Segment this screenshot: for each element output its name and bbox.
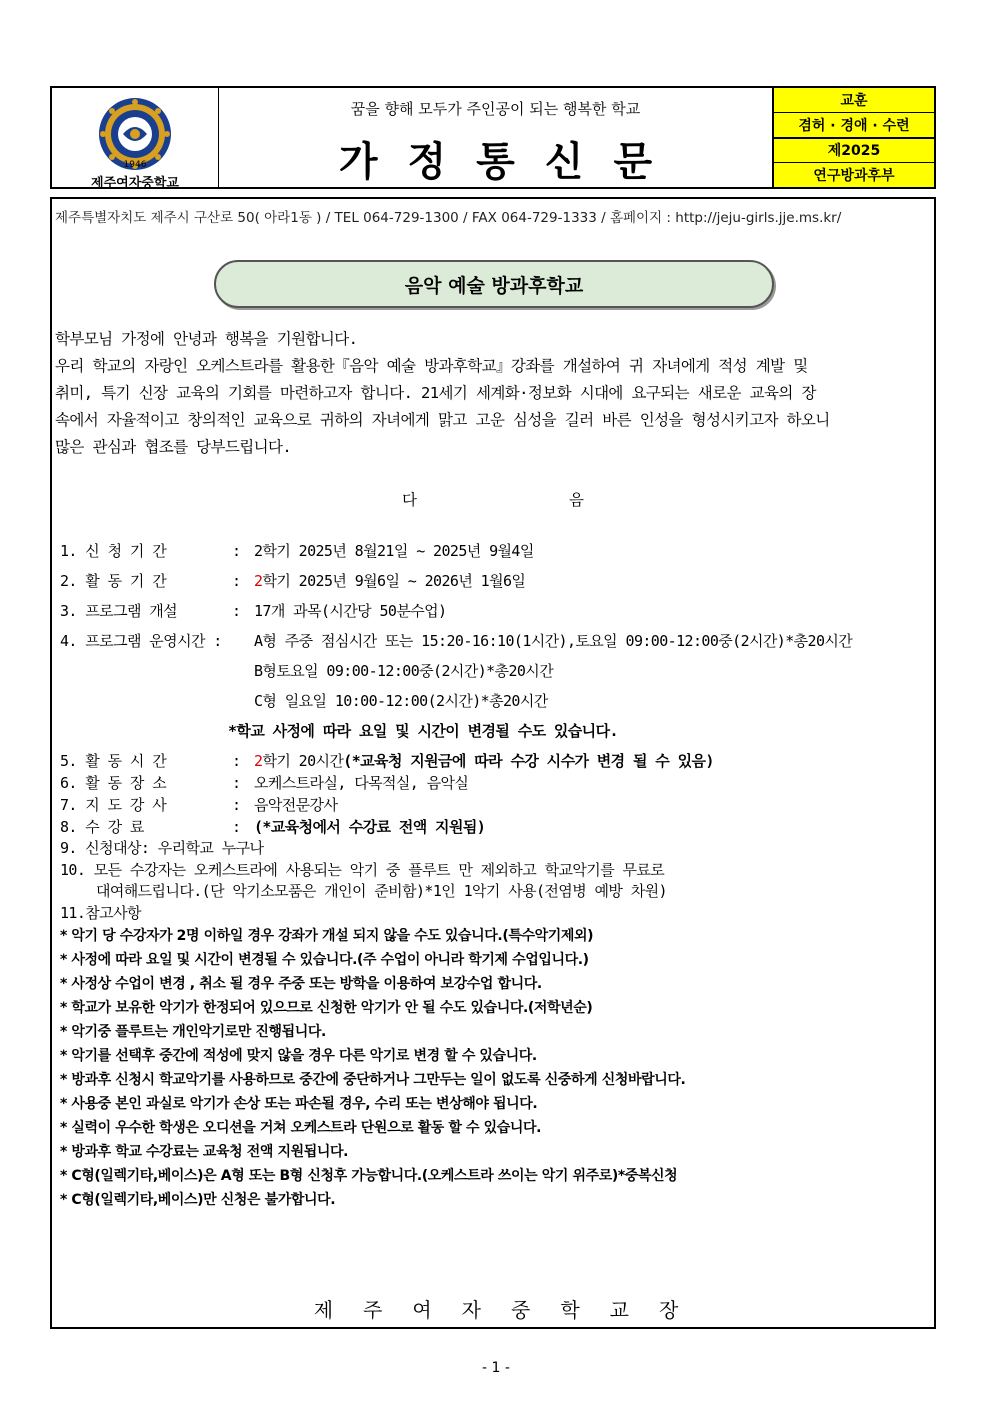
item-colon: :	[232, 774, 241, 792]
item-place	[60, 772, 468, 793]
note-item: * 악기중 플루트는 개인악기로만 진행됩니다.	[60, 1024, 326, 1040]
intro-paragraph	[55, 326, 927, 461]
item-note: (*교육청 지원금에 따라 수강 시수가 변경 될 수 있음)	[343, 752, 714, 770]
item-target: 9. 신청대상: 우리학교 누구나	[60, 839, 264, 857]
item-activity-period	[60, 570, 525, 591]
schedule-a: A형 주중 점심시간 또는 15:20-16:10(1시간),토요일 09:00-12:00중(2시간)*총20시간	[254, 632, 853, 650]
item-value-red: 2	[254, 572, 263, 590]
note-item: * C형(일렉기타,베이스)은 A형 또는 B형 신청후 가능합니다.(오케스트라 쓰이는 악기 위주로)*중복신청	[60, 1168, 678, 1184]
logo-year: 1946	[123, 160, 147, 170]
logo-school-name: 제주여자중학교	[91, 176, 179, 191]
note-item: * 악기 당 수강자가 2명 이하일 경우 강좌가 개설 되지 않을 수도 있습니다.(특수악기제외)	[60, 928, 594, 944]
motto-cell	[774, 88, 934, 187]
item-value: 2학기 2025년 8월21일 ~ 2025년 9월4일	[254, 542, 534, 560]
schedule-note: *학교 사정에 따라 요일 및 시간이 변경될 수도 있습니다.	[228, 722, 618, 740]
note-item: * 학교가 보유한 악기가 한정되어 있으므로 신청한 악기가 안 될 수도 있습니다.(저학년순)	[60, 1000, 593, 1016]
item-value: (*교육청에서 수강료 전액 지원됨)	[254, 818, 486, 836]
note-item: * 사정상 수업이 변경 , 취소 될 경우 주중 또는 방학을 이용하여 보강수업 합니다.	[60, 976, 542, 992]
note-item: * C형(일렉기타,베이스)만 신청은 불가합니다.	[60, 1192, 336, 1208]
intro-line: 취미, 특기 신장 교육의 기회를 마련하고자 합니다. 21세기 세계화·정보화 시대에 요구되는 새로운 교육의 장	[55, 384, 816, 402]
item-label: 5. 활 동 시 간	[60, 752, 167, 770]
motto-label: 교훈	[774, 88, 934, 113]
note-item: * 사용중 본인 과실로 악기가 손상 또는 파손될 경우, 수리 또는 변상해야 됩니다.	[60, 1096, 538, 1112]
item-value: 오케스트라실, 다목적실, 음악실	[254, 774, 469, 792]
item-label: 8. 수 강 료	[60, 818, 144, 836]
item-fee	[60, 816, 485, 837]
principal-signature: 제주여자중학교장	[313, 1298, 709, 1322]
item-value: 학기 2025년 9월6일 ~ 2026년 1월6일	[262, 572, 526, 590]
schedule-b: B형토요일 09:00-12:00중(2시간)*총20시간	[254, 662, 554, 680]
page-number: - 1 -	[482, 1360, 510, 1376]
item-colon: :	[232, 602, 241, 620]
item-label: 6. 활 동 장 소	[60, 774, 167, 792]
intro-line: 우리 학교의 자랑인 오케스트라를 활용한『음악 예술 방과후학교』강좌를 개설하여 귀 자녀에게 적성 계발 및	[55, 357, 808, 375]
item-colon: :	[232, 796, 241, 814]
item-colon: :	[232, 542, 241, 560]
item-value: 17개 과목(시간당 50분수업)	[254, 602, 447, 620]
item-program	[60, 600, 446, 621]
banner-title	[214, 260, 774, 308]
title-cell	[219, 88, 774, 187]
item-value: 음악전문강사	[254, 796, 338, 814]
heading-left: 다	[402, 491, 417, 509]
intro-line: 속에서 자율적이고 창의적인 교육으로 귀하의 자녀에게 맑고 고운 심성을 길러 바른 인성을 형성시키고자 하오니	[55, 411, 830, 429]
item-label: 3. 프로그램 개설	[60, 602, 178, 620]
item-hours	[60, 750, 714, 771]
item-label: 1. 신 청 기 간	[60, 542, 167, 560]
page-title: 가정통신문	[338, 139, 683, 185]
note-item: * 사정에 따라 요일 및 시간이 변경될 수 있습니다.(주 수업이 아니라 학기제 수업입니다.)	[60, 952, 589, 968]
item-apply-period	[60, 540, 534, 561]
header-table	[50, 86, 936, 189]
item-notes-label: 11.참고사항	[60, 904, 141, 922]
note-item: * 방과후 신청시 학교악기를 사용하므로 중간에 중단하거나 그만두는 일이 없도록 신중하게 신청바랍니다.	[60, 1072, 686, 1088]
note-item: * 방과후 학교 수강료는 교육청 전액 지원됩니다.	[60, 1144, 349, 1160]
note-item: * 실력이 우수한 학생은 오디션을 거쳐 오케스트라 단원으로 활동 할 수 있습니다.	[60, 1120, 542, 1136]
note-item: * 악기를 선택후 중간에 적성에 맞지 않을 경우 다른 악기로 변경 할 수 있습니다.	[60, 1048, 537, 1064]
item-schedule	[60, 630, 852, 651]
logo-cell	[52, 88, 219, 191]
motto-text: 겸허 · 경애 · 수련	[774, 113, 934, 139]
item-instrument-line1: 10. 모든 수강자는 오케스트라에 사용되는 악기 중 플루트 만 제외하고 학교악기를 무료로	[60, 861, 665, 879]
item-colon: :	[232, 818, 241, 836]
department: 연구방과후부	[774, 163, 934, 187]
notes-list	[60, 924, 685, 1212]
item-label: 4. 프로그램 운영시간 :	[60, 632, 222, 650]
item-teacher	[60, 794, 337, 815]
intro-line: 많은 관심과 협조를 당부드립니다.	[55, 438, 292, 456]
item-colon: :	[232, 752, 241, 770]
doc-number: 제2025	[774, 139, 934, 164]
school-address: 제주특별자치도 제주시 구산로 50( 아라1동 ) / TEL 064-729-1300 / FAX 064-729-1333 / 홈페이지 : http://jeju-girls.jje.ms.kr/	[55, 210, 842, 226]
item-value-red: 2	[254, 752, 263, 770]
schedule-c: C형 일요일 10:00-12:00(2시간)*총20시간	[254, 692, 548, 710]
item-label: 7. 지 도 강 사	[60, 796, 167, 814]
banner-title-text: 음악 예술 방과후학교	[404, 274, 584, 297]
intro-line: 학부모님 가정에 안녕과 행복을 기원합니다.	[55, 330, 358, 348]
item-label: 2. 활 동 기 간	[60, 572, 167, 590]
heading-right: 음	[569, 491, 584, 509]
item-colon: :	[232, 572, 241, 590]
slogan: 꿈을 향해 모두가 주인공이 되는 행복한 학교	[350, 100, 641, 118]
item-value: 학기 20시간	[262, 752, 344, 770]
item-instrument-line2: 대여해드립니다.(단 악기소모품은 개인이 준비함)*1인 1악기 사용(전염병 예방 차원)	[96, 882, 667, 900]
